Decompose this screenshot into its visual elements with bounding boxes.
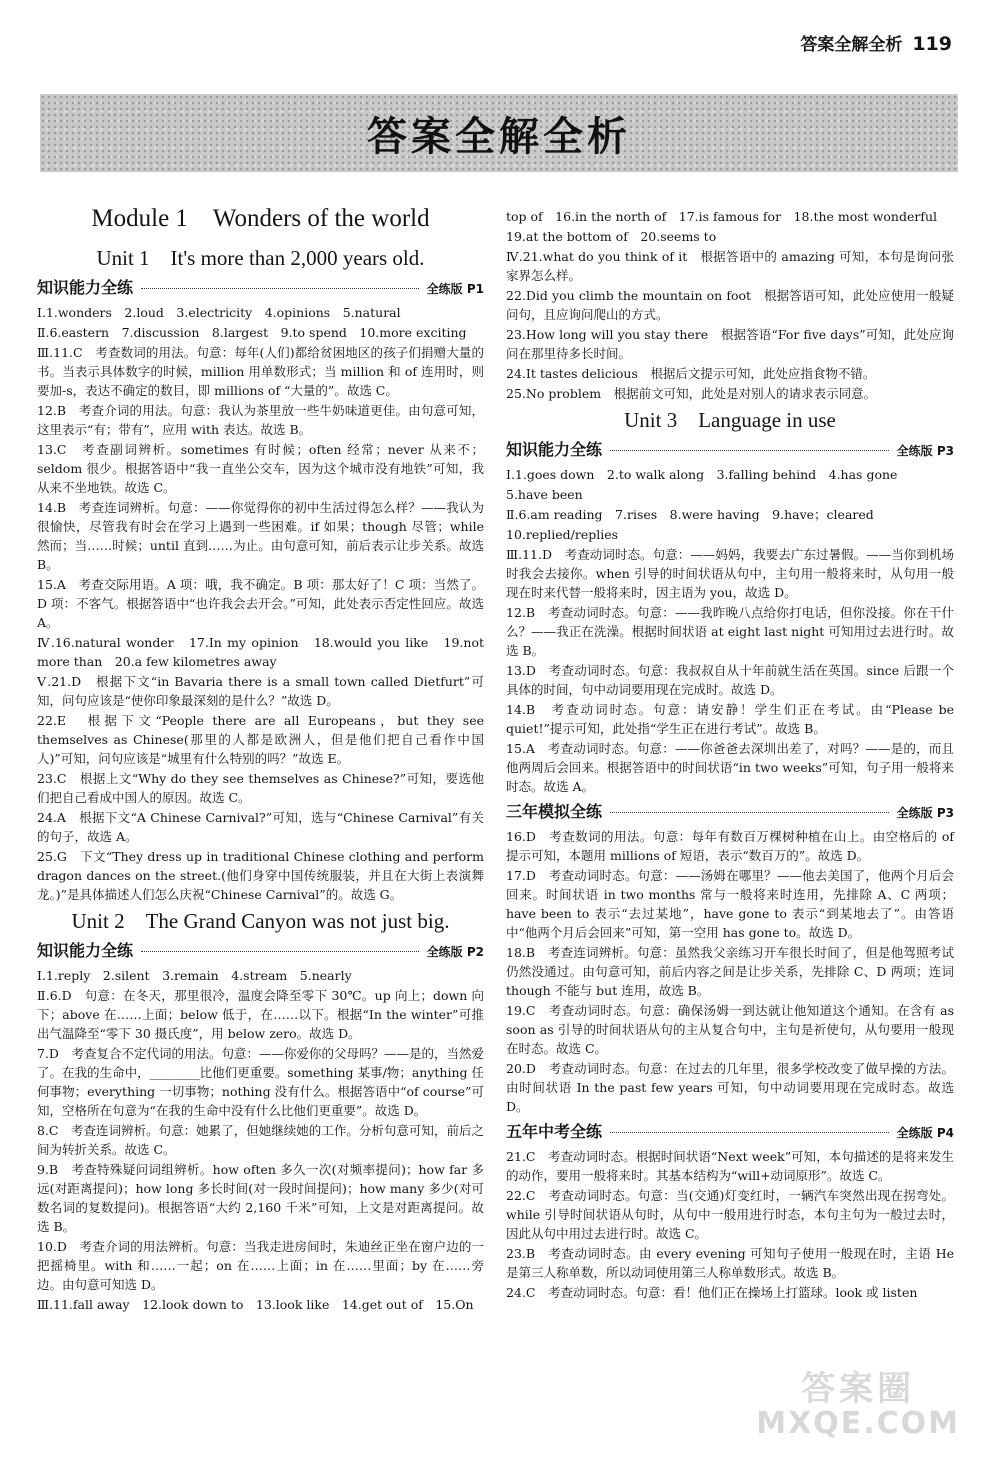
- answer-item: 7.D 考查复合不定代词的用法。句意：——你爱你的父母吗？——是的，当然爱了。在我的生命中，________比他们更重要。something 某事/物；anything 任何事物；everything 一切事物；nothing 没有什么。根据答语中“of course”可知，空格所在句意为“在我的生命中没有什么比他们更重要”。故选 D。: [37, 1046, 484, 1118]
- answer-list: [506, 1147, 954, 1302]
- answer-item: 22.Did you climb the mountain on foot 根据答语可知，此处应使用一般疑问句，且应询问爬山的方式。: [506, 288, 954, 322]
- answer-item: 9.B 考查特殊疑问词组辨析。how often 多久一次(对频率提问)；how far 多远(对距离提问)；how long 多长时间(对一段时间提问)；how many 多少(对可数名词的复数提问)。根据答语“大约 2,160 千米”可知，上文是对距离提问。故选 B。: [37, 1162, 484, 1234]
- answer-item: Ⅱ.6.D 句意：在冬天，那里很冷，温度会降至零下 30℃。up 向上；down 向下；above 在……上面；below 低于，在……以下。根据“In the winter”可推出气温降至“零下 30 摄氏度”，用 below zero。故选 D。: [37, 988, 484, 1041]
- answer-item: 10.replied/replies: [506, 527, 619, 542]
- answer-item: Ⅳ.16.natural wonder 17.In my opinion 18.would you like 19.not more than 20.a few kilometres away: [37, 635, 484, 669]
- answer-item: Ⅰ.1.goes down 2.to walk along 3.falling behind 4.has gone: [506, 467, 898, 482]
- answer-item: 12.B 考查介词的用法。句意：我认为茶里放一些牛奶味道更佳。由句意可知，这里表示“有；带有”，应用 with 表达。故选 B。: [37, 403, 484, 437]
- module-title: Module 1 Wonders of the world: [91, 205, 430, 232]
- answer-item: 13.D 考查动词时态。句意：我叔叔自从十年前就生活在英国。since 后跟一个具体的时间，句中动词要用现在完成时。故选 D。: [506, 663, 954, 697]
- answer-item: 24.A 根据下文“A Chinese Carnival?”可知，选与“Chinese Carnival”有关的句子，故选 A。: [37, 810, 484, 844]
- answer-item: 5.have been: [506, 487, 583, 502]
- answer-item: 21.C 考查动词时态。根据时间状语“Next week”可知，本句描述的是将来发生的动作，要用一般将来时。其基本结构为“will+动词原形”。故选 C。: [506, 1149, 954, 1183]
- running-head: [800, 30, 952, 55]
- running-title: 答案全解全析: [800, 35, 903, 55]
- answer-list: [506, 827, 954, 1116]
- section-header: [506, 440, 954, 461]
- answer-item: 23.B 考查动词时态。由 every evening 可知句子使用一般现在时，主语 He 是第三人称单数，所以动词使用第三人称单数形式。故选 B。: [506, 1246, 954, 1280]
- right-column: [506, 207, 954, 1303]
- answer-item: 12.B 考查动词时态。句意：——我昨晚八点给你打电话，但你没接。你在干什么？——我正在洗澡。根据时间状语 at eight last night 可知用过去进行时。故选 B。: [506, 605, 954, 658]
- banner-title: 答案全解全析: [367, 113, 631, 160]
- leader-dots: [610, 812, 889, 813]
- section-ref: 全练版 P2: [426, 945, 484, 959]
- answer-item: Ⅱ.6.am reading 7.rises 8.were having 9.have；cleared: [506, 507, 874, 522]
- section-header: [37, 278, 484, 299]
- answer-item: 24.C 考查动词时态。句意：看！他们正在操场上打篮球。look 或 listen: [506, 1285, 918, 1300]
- section-name: 知识能力全练: [37, 941, 134, 960]
- answer-item: 25.No problem 根据前文可知，此处是对别人的请求表示同意。: [506, 386, 877, 401]
- answer-item: top of 16.in the north of 17.is famous for 18.the most wonderful: [506, 209, 937, 224]
- leader-dots: [610, 1132, 889, 1133]
- answer-item: 14.B 考查连词辨析。句意：——你觉得你的初中生活过得怎么样？——我认为很愉快，尽管我有时会在学习上遇到一些困难。if 如果；though 尽管；while 然而；当……时候；until 直到……为止。由句意可知，前后表示让步关系。故选 B。: [37, 500, 484, 572]
- section-ref: 全练版 P4: [896, 1126, 954, 1140]
- answer-item: Ⅳ.21.what do you think of it 根据答语中的 amazing 可知，本句是询问张家界怎么样。: [506, 249, 954, 283]
- answer-list: [37, 303, 484, 904]
- answer-item: 15.A 考查交际用语。A 项：哦，我不确定。B 项：那太好了！C 项：当然了。D 项：不客气。根据答语中“也许我会去开会。”可知，此处表示否定性回应。故选 A。: [37, 577, 484, 630]
- watermark-line2: MXQE.COM: [756, 1406, 960, 1441]
- answer-item: 17.D 考查动词时态。句意：——汤姆在哪里？——他去美国了，他两个月后会回来。时间状语 in two months 常与一般将来时连用，先排除 A、C 两项；have been to 表示“去过某地”，have gone to 表示“到某地去了”。由答语中“他两个月后会回来”可知，第一空用 has gone to。故选 D。: [506, 868, 954, 940]
- section-header: [37, 941, 484, 962]
- answer-item: 23.C 根据上文“Why do they see themselves as Chinese?”可知，要选他们把自己看成中国人的原因。故选 C。: [37, 771, 484, 805]
- answer-list: [506, 465, 954, 796]
- left-column: [37, 200, 484, 1315]
- unit-title: Unit 1 It's more than 2,000 years old.: [96, 246, 425, 270]
- unit-title: Unit 2 The Grand Canyon was not just big.: [71, 909, 450, 933]
- section-ref: 全练版 P3: [896, 444, 954, 458]
- answer-item: Ⅰ.1.wonders 2.loud 3.electricity 4.opinions 5.natural: [37, 305, 401, 320]
- answer-item: 24.It tastes delicious 根据后文提示可知，此处应指食物不错。: [506, 366, 876, 381]
- answer-item: Ⅲ.11.C 考查数词的用法。句意：每年(人们)都给贫困地区的孩子们捐赠大量的书。当表示具体数字的时候，million 用单数形式；当 million 和 of 连用时，则要加-s，表达不确定的数目，即 millions of “大量的”。故选 C。: [37, 345, 484, 398]
- leader-dots: [141, 288, 419, 289]
- section-header: [506, 802, 954, 823]
- answer-item: 18.B 考查连词辨析。句意：虽然我父亲练习开车很长时间了，但是他驾照考试仍然没通过。由句意可知，前后内容之间是让步关系，先排除 C、D 两项；连词 though 不能与 but 连用，故选 B。: [506, 945, 954, 998]
- page-number: 119: [912, 33, 952, 55]
- watermark-logo: [756, 1370, 960, 1440]
- answer-item: Ⅲ.11.fall away 12.look down to 13.look like 14.get out of 15.On: [37, 1297, 474, 1312]
- title-banner: [40, 94, 958, 172]
- answer-item: 20.D 考查动词时态。句意：在过去的几年里，很多学校改变了做早操的方法。由时间状语 In the past few years 可知，句中动词要用现在完成时态。故选 D。: [506, 1061, 954, 1114]
- answer-list: [37, 966, 484, 1314]
- section-name: 三年模拟全练: [506, 802, 603, 821]
- leader-dots: [141, 951, 419, 952]
- answer-list: [506, 207, 954, 403]
- section-name: 五年中考全练: [506, 1122, 603, 1141]
- answer-item: 25.G 下文“They dress up in traditional Chinese clothing and perform dragon dances on the street.(他们身穿中国传统服装，并且在大街上表演舞龙。)”是具体描述人们怎么庆祝“Chinese Carnival”的。故选 G。: [37, 849, 484, 902]
- unit-title: Unit 3 Language in use: [624, 408, 836, 432]
- answer-item: 13.C 考查副词辨析。sometimes 有时候；often 经常；never 从来不；seldom 很少。根据答语中“我一直坐公交车，因为这个城市没有地铁”可知，我从来不坐地铁。故选 C。: [37, 442, 484, 495]
- answer-item: 19.C 考查动词时态。句意：确保汤姆一到达就让他知道这个通知。在含有 as soon as 引导的时间状语从句的主从复合句中，主句是祈使句，从句要用一般现在时态。故选 C。: [506, 1003, 954, 1056]
- section-name: 知识能力全练: [37, 278, 134, 297]
- answer-item: 23.How long will you stay there 根据答语“For five days”可知，此处应询问在那里待多长时间。: [506, 327, 954, 361]
- answer-item: Ⅴ.21.D 根据下文“in Bavaria there is a small town called Dietfurt”可知，问句应该是“使你印象最深刻的是什么？”故选 D。: [37, 674, 484, 708]
- answer-item: Ⅱ.6.eastern 7.discussion 8.largest 9.to spend 10.more exciting: [37, 325, 467, 340]
- answer-item: 15.A 考查动词时态。句意：——你爸爸去深圳出差了，对吗？——是的，而且他两周后会回来。根据答语中的时间状语“in two weeks”可知，句子用一般将来时态。故选 A。: [506, 741, 954, 794]
- answer-item: 22.E 根据下文“People there are all Europeans，but they see themselves as Chinese(那里的人都是欧洲人，但是他们把自己看作中国人)”可知，问句应该是“城里有什么特别的吗？”故选 E。: [37, 713, 484, 766]
- answer-item: Ⅲ.11.D 考查动词时态。句意：——妈妈，我要去广东过暑假。——当你到机场时我会去接你。when 引导的时间状语从句中，主句用一般将来时，从句用一般现在时来代替一般将来时，因主语为 you，故选 D。: [506, 547, 954, 600]
- answer-item: 19.at the bottom of 20.seems to: [506, 229, 717, 244]
- answer-item: Ⅰ.1.reply 2.silent 3.remain 4.stream 5.nearly: [37, 968, 352, 983]
- answer-item: 16.D 考查数词的用法。句意：每年有数百万棵树种植在山上。由空格后的 of 提示可知，本题用 millions of 短语，表示“数百万的”。故选 D。: [506, 829, 954, 863]
- answer-item: 22.C 考查动词时态。句意：当(交通)灯变红时，一辆汽车突然出现在拐弯处。while 引导时间状语从句时，从句中一般用进行时态，本句主句为一般过去时，因此从句中用过去进行时。故选 C。: [506, 1188, 954, 1241]
- section-ref: 全练版 P1: [426, 282, 484, 296]
- answer-item: 10.D 考查介词的用法辨析。句意：当我走进房间时，朱迪丝正坐在窗户边的一把摇椅里。with 和……一起；on 在……上面；in 在……里面；by 在……旁边。由句意可知选 D。: [37, 1239, 484, 1292]
- answer-item: 14.B 考查动词时态。句意：请安静！学生们正在考试。由“Please be quiet!”提示可知，此处指“学生正在进行考试”。故选 B。: [506, 702, 954, 736]
- watermark-line1: 答案圈: [801, 1369, 916, 1409]
- answer-item: 8.C 考查连词辨析。句意：她累了，但她继续她的工作。分析句意可知，前后之间为转折关系。故选 C。: [37, 1123, 484, 1157]
- leader-dots: [610, 450, 889, 451]
- section-header: [506, 1122, 954, 1143]
- section-name: 知识能力全练: [506, 440, 603, 459]
- section-ref: 全练版 P3: [896, 806, 954, 820]
